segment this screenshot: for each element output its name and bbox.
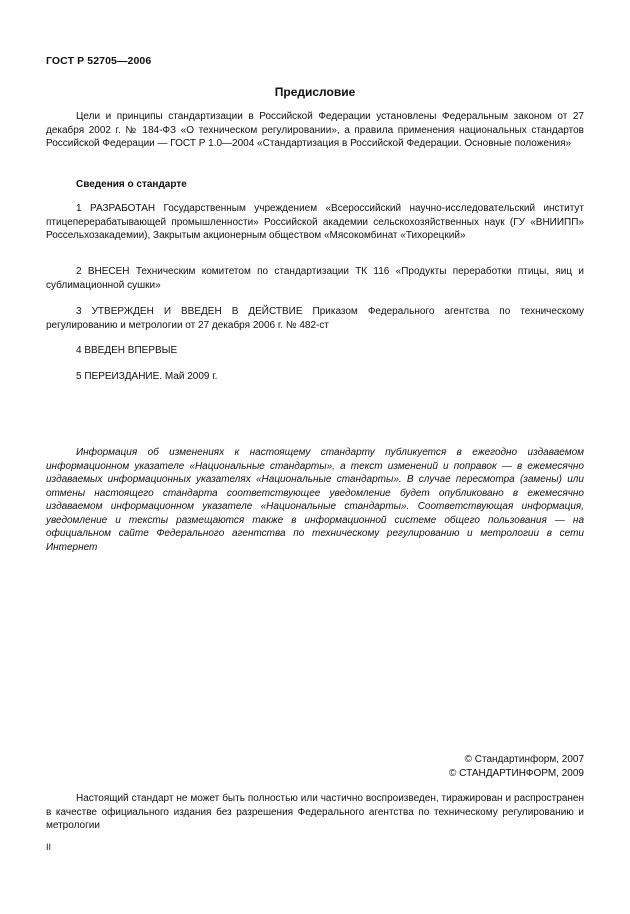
foreword-title: Предисловие [274, 85, 356, 99]
standard-code: ГОСТ Р 52705—2006 [46, 55, 152, 67]
page-number: II [46, 842, 52, 852]
standard-info-heading: Сведения о стандарте [76, 179, 187, 190]
reproduction-notice: Настоящий стандарт не может быть полностью или частично воспроизведен, тиражирован и распространен в качестве официального издания без разрешения Федерального агентства по техническому регулированию и метрологии [46, 793, 584, 831]
copyright-line-1: © Стандартинформ, 2007 [464, 754, 584, 765]
info-item-1: 1 РАЗРАБОТАН Государственным учреждением «Всероссийский научно-исследовательский институт птицеперерабатывающей промышленности» Российской академии сельскохозяйственных наук (ГУ «ВНИИПП» Россельхозакадемии), Закрытым акционерным обществом «Мясокомбинат «Тихорецкий» [46, 203, 584, 241]
copyright-line-2: © СТАНДАРТИНФОРМ, 2009 [449, 768, 584, 779]
info-item-5: 5 ПЕРЕИЗДАНИЕ. Май 2009 г. [76, 371, 218, 382]
info-item-4: 4 ВВЕДЕН ВПЕРВЫЕ [76, 345, 178, 356]
info-item-2: 2 ВНЕСЕН Техническим комитетом по стандартизации ТК 116 «Продукты переработки птицы, яиц и сублимационной сушки» [46, 266, 584, 291]
foreword-intro: Цели и принципы стандартизации в Российской Федерации установлены Федеральным законом от 27 декабря 2002 г. № 184-ФЗ «О техническом регулировании», а правила применения национальных стандартов Российской Федерации — ГОСТ Р 1.0—2004 «Стандартизация в Российской Федерации. Основные положения» [46, 111, 584, 149]
amendments-notice: Информация об изменениях к настоящему стандарту публикуется в ежегодно издаваемом информационном указателе «Национальные стандарты», а текст изменений и поправок — в ежемесячно издаваемых информационных указателях «Национальные стандарты». В случае пересмотра (замены) или отмены настоящего стандарта соответствующее уведомление будет опубликовано в ежемесячно издаваемом информационном указателе «Национальные стандарты». Соответствующая информация, уведомление и тексты размещаются также в информационной системе общего пользования — на официальном сайте Федерального агентства по техническому регулированию и метрологии в сети Интернет [46, 447, 584, 553]
info-item-3: 3 УТВЕРЖДЕН И ВВЕДЕН В ДЕЙСТВИЕ Приказом Федерального агентства по техническому регулированию и метрологии от 27 декабря 2006 г. № 482-ст [46, 306, 584, 331]
